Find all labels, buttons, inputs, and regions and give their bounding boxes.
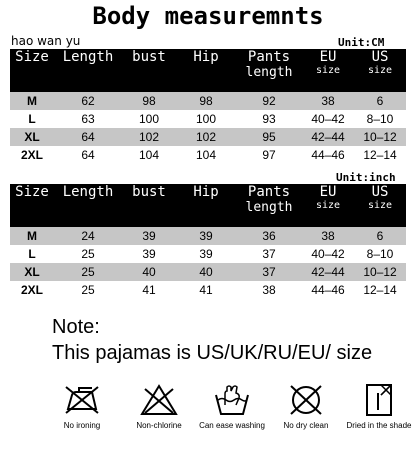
unit-label-cm: Unit:CM [338,36,385,49]
size-table-cm [10,49,406,164]
header-length: Length [54,49,122,92]
size-table-inch [10,184,406,299]
table-row: L 25 39 39 37 40–42 8–10 [28,247,394,261]
header-eu: EU size [302,49,354,92]
header-us: US size [354,49,406,92]
header-size: Size [10,184,54,227]
table-row: 2XL 25 41 41 38 44–46 12–14 [20,283,397,297]
care-label: No ironing [63,421,101,430]
table-row: XL 25 40 40 37 42–44 10–12 [10,263,406,281]
no-dry-clean-icon [286,383,326,417]
brand-name: hao wan yu [11,34,81,48]
table-row: 2XL 64 104 104 97 44–46 12–14 [20,148,397,162]
header-bust: bust [122,184,176,227]
care-item-hand-wash [192,383,272,430]
care-label: No dry clean [283,421,329,430]
header-size: Size [10,49,54,92]
care-item-no-ironing [42,383,122,430]
header-us: US size [354,184,406,227]
note-heading: Note: [52,316,100,338]
header-eu: EU size [302,184,354,227]
page-title: Body measuremnts [92,2,324,30]
table-row: M 24 39 39 36 38 6 [10,227,406,245]
header-hip: Hip [176,184,236,227]
table-row: L 63 100 100 93 40–42 8–10 [28,112,394,126]
care-item-no-chlorine [119,383,199,430]
care-label: Non-chlorine [136,421,182,430]
no-chlorine-icon [139,383,179,417]
no-ironing-icon [62,383,102,417]
care-label: Dried in the shade [346,421,412,430]
header-hip: Hip [176,49,236,92]
hand-wash-icon [212,383,252,417]
dry-in-shade-icon [359,383,399,417]
header-length: Length [54,184,122,227]
header-pants: Pants length [236,184,302,227]
care-item-dry-in-shade [339,383,416,430]
care-label: Can ease washing [199,421,265,430]
header-bust: bust [122,49,176,92]
unit-label-inch: Unit:inch [336,171,396,184]
table-row: XL 64 102 102 95 42–44 10–12 [10,128,406,146]
table-row: M 62 98 98 92 38 6 [10,92,406,110]
header-pants: Pants length [236,49,302,92]
care-item-no-dry-clean [266,383,346,430]
note-text: This pajamas is US/UK/RU/EU/ size [52,342,373,364]
